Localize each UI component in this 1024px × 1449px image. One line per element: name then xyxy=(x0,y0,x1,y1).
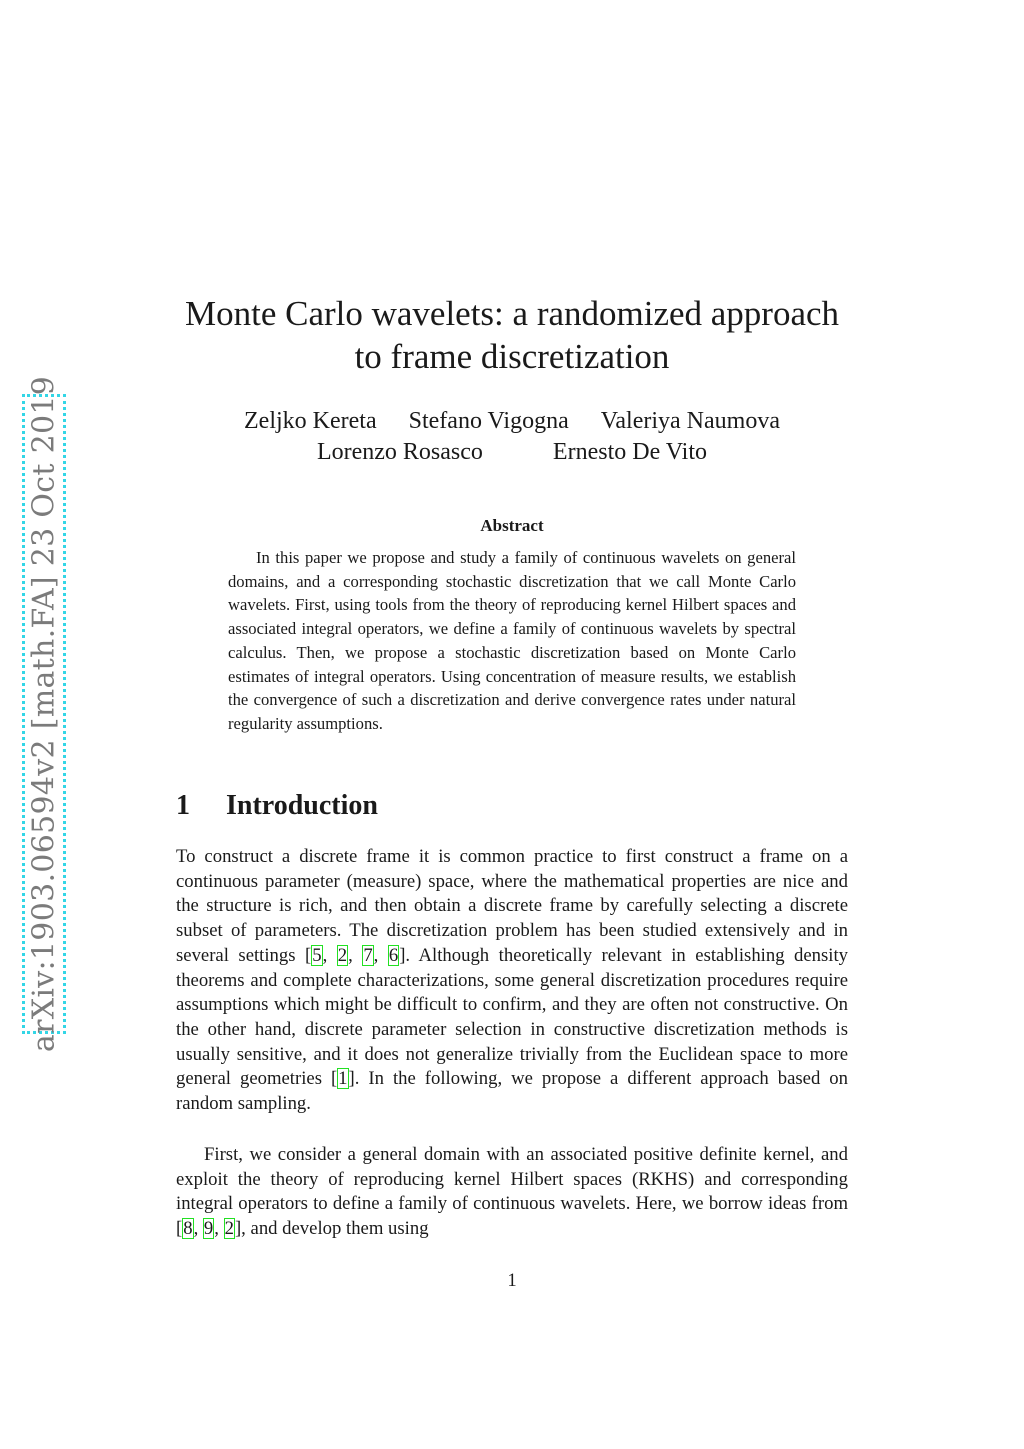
section-title: Introduction xyxy=(226,790,378,821)
arxiv-identifier[interactable]: arXiv:1903.06594v2 [math.FA] 23 Oct 2019 xyxy=(26,375,62,1053)
citation-link[interactable]: 1 xyxy=(338,1068,348,1090)
intro-paragraph-2: First, we consider a general domain with an associated positive definite kernel, and exploit the theory of reproducing kernel Hilbert spaces (RKHS) and corresponding integral operators to define a family of continuous wavelets. Here, we borrow ideas from [8, 9, 2], and develop them using xyxy=(176,1144,848,1240)
citation-link[interactable]: 5 xyxy=(312,944,322,966)
title-line-2: to frame discretization xyxy=(354,337,670,376)
paragraph-text: To construct a discrete frame it is common practice to first construct a frame on a continuous parameter (measure) space, where the mathematical properties are nice and the structure is rich, and then obtain a discrete frame by carefully selecting a discrete subset of parameters. The discretization problem has been studied extensively and in several settings [ xyxy=(176,846,848,966)
paragraph-text: ]. Although theoretically relevant in establishing density theorems and complete characterizations, some general discretization procedures require assumptions which might be difficult to confirm, and they are often not constructive. On the other hand, discrete parameter selection in constructive discretization methods is usually sensitive, and it does not generalize trivially from the Euclidean space to more general geometries [ xyxy=(176,944,849,1090)
citation-link[interactable]: 2 xyxy=(337,944,348,966)
author-row-1 xyxy=(176,406,848,437)
author-name: Zeljko Kereta xyxy=(244,408,377,434)
author-name: Valeriya Naumova xyxy=(600,408,780,434)
abstract-heading: Abstract xyxy=(480,516,544,535)
arxiv-stamp xyxy=(22,375,66,1053)
paragraph-text: ], and develop them using xyxy=(234,1218,429,1240)
author-row-2 xyxy=(176,437,848,468)
paper-title xyxy=(176,292,848,378)
citation-link[interactable]: 2 xyxy=(224,1218,234,1240)
title-line-1: Monte Carlo wavelets: a randomized approach xyxy=(184,294,840,333)
page-number: 1 xyxy=(507,1270,517,1291)
author-name: Lorenzo Rosasco xyxy=(316,439,483,465)
intro-paragraph-1: To construct a discrete frame it is common practice to first construct a frame on a continuous parameter (measure) space, where the mathematical properties are nice and the structure is rich, and then obtain a discrete frame by carefully selecting a discrete subset of parameters. The discretization problem has been studied extensively and in several settings [5, 2, 7, 6]. Although theoretically relevant in establishing density theorems and complete characterizations, some general discretization procedures require assumptions which might be difficult to confirm, and they are often not constructive. On the other hand, discrete parameter selection in constructive discretization methods is usually sensitive, and it does not generalize trivially from the Euclidean space to more general geometries [1]. In the following, we propose a different approach based on random sampling. xyxy=(176,846,849,1115)
citation-link[interactable]: 6 xyxy=(388,944,399,966)
citation-link[interactable]: 7 xyxy=(363,944,373,966)
citation-link[interactable]: 8 xyxy=(183,1218,193,1240)
author-name: Ernesto De Vito xyxy=(552,439,708,465)
paragraph-text: First, we consider a general domain with an associated positive definite kernel, and exploit the theory of reproducing kernel Hilbert spaces (RKHS) and corresponding integral operators to define a family of continuous wavelets. Here, we borrow ideas from [ xyxy=(176,1144,848,1240)
paragraph-text: ]. In the following, we propose a different approach based on random sampling. xyxy=(176,1068,848,1115)
abstract-body: In this paper we propose and study a family of continuous wavelets on general domains, and a corresponding stochastic discretization that we call Monte Carlo wavelets. First, using tools from the theory of reproducing kernel Hilbert spaces and associated integral operators, we define a family of continuous wavelets by spectral calculus. Then, we propose a stochastic discretization based on Monte Carlo estimates of integral operators. Using concentration of measure results, we establish the convergence of such a discretization and derive convergence rates under natural regularity assumptions. xyxy=(228,548,796,733)
author-name: Stefano Vigogna xyxy=(408,408,569,434)
citation-link[interactable]: 9 xyxy=(203,1218,214,1240)
author-list xyxy=(176,406,848,468)
section-number: 1 xyxy=(176,790,190,821)
section-heading xyxy=(176,790,378,822)
